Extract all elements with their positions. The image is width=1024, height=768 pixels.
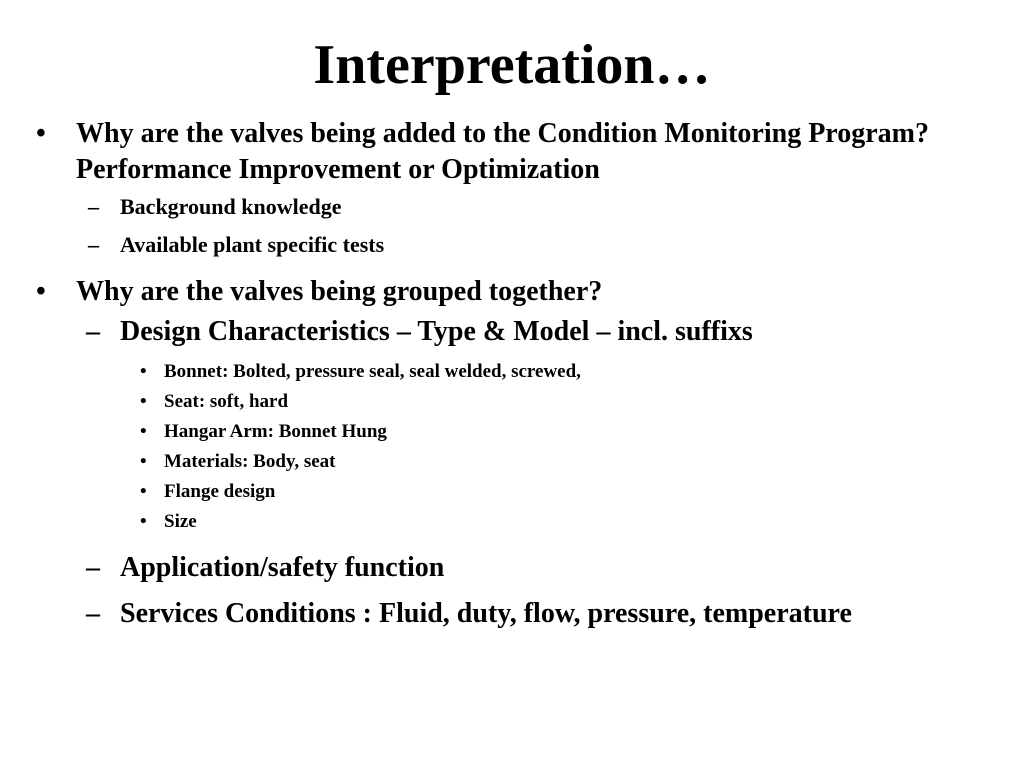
- bullet-item-2: [0, 274, 1024, 310]
- detail-item-text: Hangar Arm: Bonnet Hung: [164, 421, 387, 442]
- detail-item-text: Bonnet: Bolted, pressure seal, seal welded, screwed,: [164, 361, 581, 382]
- detail-item-text: Flange design: [164, 481, 276, 502]
- dash-icon: –: [88, 232, 99, 257]
- bullet-icon: •: [140, 511, 147, 532]
- bullet-icon: •: [140, 421, 147, 442]
- bullet-icon: •: [140, 361, 147, 382]
- detail-item-materials: [0, 450, 1024, 474]
- sub-item-plant-tests: [0, 230, 1024, 260]
- dash-icon: –: [88, 194, 99, 219]
- sub-item-background-knowledge: [0, 192, 1024, 222]
- dash-icon: –: [86, 552, 100, 583]
- detail-item-text: Size: [164, 511, 197, 532]
- sub-item-text: Design Characteristics – Type & Model – incl. suffixs: [120, 316, 753, 347]
- sub-item-text: Background knowledge: [120, 194, 342, 219]
- detail-item-hangar-arm: [0, 420, 1024, 444]
- bullet-item-1: [0, 116, 1024, 188]
- bullet-item-1-text: Why are the valves being added to the Condition Monitoring Program? Performance Improvement or Optimization: [76, 118, 929, 185]
- detail-item-seat: [0, 390, 1024, 414]
- slide-title: Interpretation…: [313, 34, 711, 96]
- detail-item-size: [0, 510, 1024, 534]
- detail-item-text: Materials: Body, seat: [164, 451, 336, 472]
- detail-item-flange-design: [0, 480, 1024, 504]
- sub-item-design-characteristics: [0, 314, 1024, 350]
- bullet-icon: •: [140, 481, 147, 502]
- sub-item-text: Services Conditions : Fluid, duty, flow, pressure, temperature: [120, 598, 852, 629]
- detail-item-text: Seat: soft, hard: [164, 391, 289, 412]
- dash-icon: –: [86, 316, 100, 347]
- bullet-icon: •: [140, 391, 147, 412]
- sub-item-application-safety: [0, 550, 1024, 586]
- bullet-item-2-text: Why are the valves being grouped together?: [76, 276, 603, 307]
- sub-item-service-conditions: [0, 596, 1024, 632]
- bullet-icon: •: [36, 276, 46, 307]
- dash-icon: –: [86, 598, 100, 629]
- bullet-icon: •: [140, 451, 147, 472]
- sub-item-text: Application/safety function: [120, 552, 445, 583]
- sub-item-text: Available plant specific tests: [120, 232, 385, 257]
- bullet-icon: •: [36, 118, 46, 149]
- slide-body: [0, 116, 1024, 642]
- detail-item-bonnet: [0, 360, 1024, 384]
